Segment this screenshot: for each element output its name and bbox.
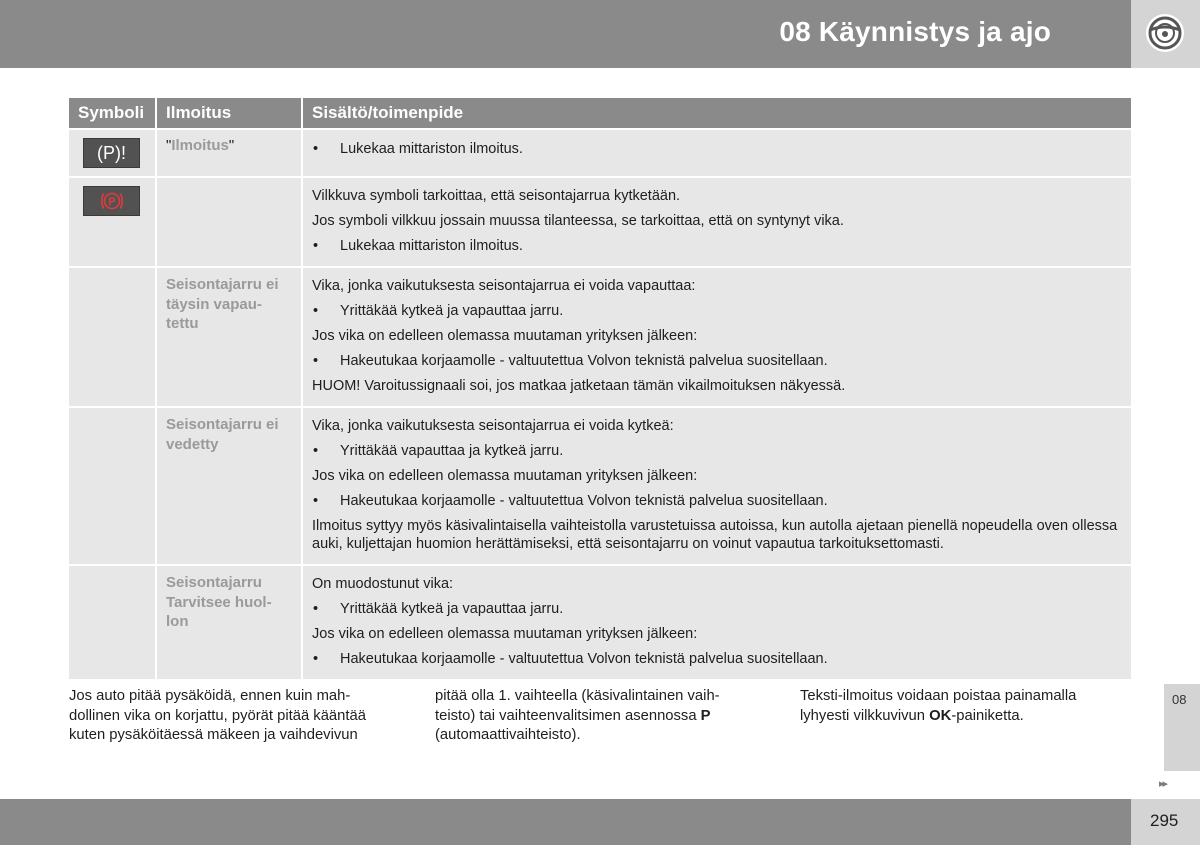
table-row xyxy=(69,130,1131,178)
column-header-symbol: Symboli xyxy=(69,98,157,130)
message-cell xyxy=(157,268,303,408)
action-text: Jos vika on edelleen olemassa muutaman yrityksen jälkeen: xyxy=(312,328,698,344)
action-text: Jos vika on edelleen olemassa muutaman yrityksen jälkeen: xyxy=(312,468,698,484)
body-text: teisto) tai vaihteenvalitsimen asennossa xyxy=(435,707,701,724)
bullet-dot: • xyxy=(313,601,319,617)
table-header-row xyxy=(69,98,1131,130)
header-icon-box xyxy=(1131,0,1200,68)
bullet-dot: • xyxy=(313,353,319,369)
bullet-text: Yrittäkää kytkeä ja vapauttaa jarru. xyxy=(340,303,564,319)
bullet-item xyxy=(312,237,1122,255)
action-cell xyxy=(303,566,1131,681)
body-line: (automaattivaihteisto). xyxy=(435,727,581,743)
table-row xyxy=(69,178,1131,268)
body-line xyxy=(435,707,775,727)
bullet-item xyxy=(312,650,1122,668)
message-line: vedetty xyxy=(166,435,219,453)
body-line: Teksti-ilmoitus voidaan poistaa painamalla xyxy=(800,688,1077,704)
continue-arrows-icon: ▸▸ xyxy=(1159,778,1167,790)
bullet-dot: • xyxy=(313,238,319,254)
action-text: Ilmoitus syttyy myös käsivalintaisella vaihteistolla varustetuissa autoissa, kun autolla ajetaan pienellä nopeudella oven ollessa auki, kuljettajan huomion herättämiseksi, että seisontajarru on voinut vapautua tarkoituksettomasti. xyxy=(312,518,1118,552)
message-line: täysin vapau- xyxy=(166,295,262,313)
bullet-item xyxy=(312,352,1122,370)
bullet-item xyxy=(312,600,1122,618)
quote-mark: " xyxy=(166,137,172,154)
table-row xyxy=(69,408,1131,566)
symbol-cell xyxy=(69,178,157,268)
symbol-cell xyxy=(69,408,157,566)
message-cell xyxy=(157,408,303,566)
message-cell xyxy=(157,566,303,681)
body-line: Jos auto pitää pysäköidä, ennen kuin mah- xyxy=(69,688,351,704)
body-line: kuten pysäköitäessä mäkeen ja vaihdevivun xyxy=(69,727,358,743)
body-line: pitää olla 1. vaihteella (käsivalintainen vaih- xyxy=(435,688,720,704)
bullet-text: Lukekaa mittariston ilmoitus. xyxy=(340,238,523,254)
action-text: Jos symboli vilkkuu jossain muussa tilanteessa, se tarkoittaa, että on syntynyt vika. xyxy=(312,213,844,229)
steering-wheel-icon xyxy=(1144,12,1186,54)
parking-brake-symbol xyxy=(83,186,140,216)
message-line: Seisontajarru ei xyxy=(166,276,279,293)
symbol-cell xyxy=(69,268,157,408)
action-text: HUOM! Varoitussignaali soi, jos matkaa jatketaan tämän vikailmoituksen näkyessä. xyxy=(312,378,846,394)
action-text: Vika, jonka vaikutuksesta seisontajarrua ei voida vapauttaa: xyxy=(312,278,696,294)
message-line: Seisontajarru ei xyxy=(166,416,279,433)
body-text-column-1 xyxy=(69,687,409,746)
parking-brake-text-symbol xyxy=(83,138,140,168)
action-text: Jos vika on edelleen olemassa muutaman yrityksen jälkeen: xyxy=(312,626,698,642)
chapter-tab-label: 08 xyxy=(1172,692,1187,707)
bullet-dot: • xyxy=(313,141,319,157)
message-line: tettu xyxy=(166,315,199,332)
svg-text:P: P xyxy=(107,196,116,208)
bullet-text: Hakeutukaa korjaamolle - valtuutettua Volvon teknistä palvelua suositellaan. xyxy=(340,493,828,509)
action-cell xyxy=(303,130,1131,178)
bullet-item xyxy=(312,492,1122,510)
table-row xyxy=(69,566,1131,681)
quote-mark: " xyxy=(228,137,235,154)
bullet-text: Lukekaa mittariston ilmoitus. xyxy=(340,141,523,157)
table-row xyxy=(69,268,1131,408)
bullet-dot: • xyxy=(313,303,319,319)
bullet-text: Hakeutukaa korjaamolle - valtuutettua Volvon teknistä palvelua suositellaan. xyxy=(340,353,828,369)
page-number: 295 xyxy=(1150,811,1179,830)
message-cell xyxy=(157,178,303,268)
bullet-text: Yrittäkää kytkeä ja vapauttaa jarru. xyxy=(340,601,564,617)
action-cell xyxy=(303,268,1131,408)
action-text: Vilkkuva symboli tarkoittaa, että seisontajarrua kytketään. xyxy=(312,188,681,204)
header-band xyxy=(0,0,1131,68)
symbol-cell xyxy=(69,130,157,178)
body-line xyxy=(800,707,1140,727)
body-line: dollinen vika on korjattu, pyörät pitää kääntää xyxy=(69,707,366,724)
column-header-message: Ilmoitus xyxy=(157,98,303,130)
bullet-text: Yrittäkää vapauttaa ja kytkeä jarru. xyxy=(340,443,564,459)
action-text: On muodostunut vika: xyxy=(312,576,454,592)
bullet-item xyxy=(312,140,1122,158)
symbol-cell xyxy=(69,566,157,681)
message-cell xyxy=(157,130,303,178)
page-title: 08 Käynnistys ja ajo xyxy=(779,16,1051,47)
body-text: lyhyesti vilkkuvivun xyxy=(800,707,930,724)
body-text-column-3 xyxy=(800,687,1140,726)
body-text-column-2 xyxy=(435,687,775,746)
message-line: Seisontajarru xyxy=(166,574,262,591)
parking-brake-icon xyxy=(99,190,125,212)
gear-position-label: P xyxy=(700,707,711,724)
bullet-dot: • xyxy=(313,493,319,509)
ok-button-label: OK xyxy=(929,707,952,724)
chapter-side-tab xyxy=(1164,684,1200,771)
symbol-text: (P)! xyxy=(97,143,126,163)
bullet-dot: • xyxy=(313,443,319,459)
message-line: lon xyxy=(166,613,189,630)
column-header-action: Sisältö/toimenpide xyxy=(303,98,1131,130)
message-table xyxy=(69,98,1131,681)
action-text: Vika, jonka vaikutuksesta seisontajarrua ei voida kytkeä: xyxy=(312,418,674,434)
action-cell xyxy=(303,408,1131,566)
bullet-item xyxy=(312,302,1122,320)
message-line: Tarvitsee huol- xyxy=(166,593,272,611)
footer-band xyxy=(0,799,1131,845)
body-text: -painiketta. xyxy=(951,707,1024,724)
message-label: Ilmoitus xyxy=(171,137,229,154)
bullet-text: Hakeutukaa korjaamolle - valtuutettua Volvon teknistä palvelua suositellaan. xyxy=(340,651,828,667)
bullet-dot: • xyxy=(313,651,319,667)
action-cell xyxy=(303,178,1131,268)
bullet-item xyxy=(312,442,1122,460)
